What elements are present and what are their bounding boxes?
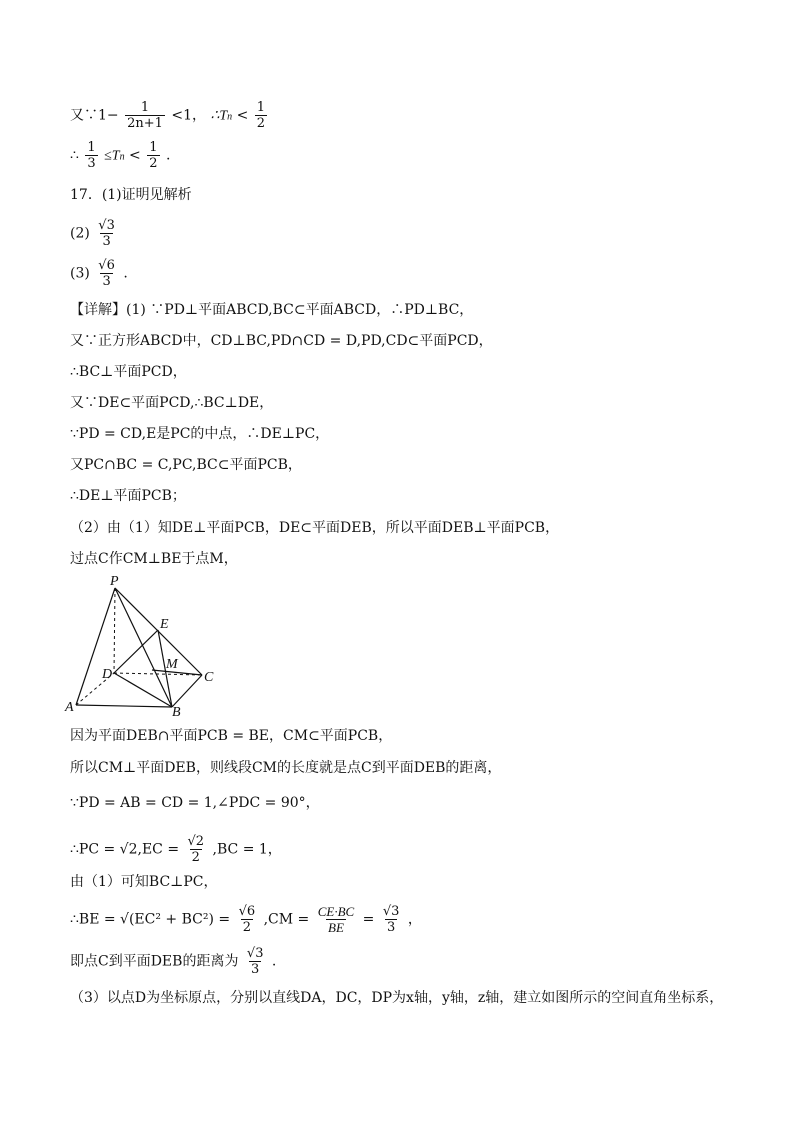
fraction — [316, 904, 356, 935]
fraction — [125, 100, 165, 131]
numerator: √6 — [238, 904, 256, 919]
fraction — [381, 904, 402, 935]
detail-line-17: （3）以点D为坐标原点，分别以直线DA，DC，DP为x轴，y轴，z轴，建立如图所示的空间直角坐标系， — [70, 990, 724, 1006]
fraction — [237, 904, 258, 935]
text-segment: = — [362, 911, 375, 928]
text-segment: < — [129, 147, 141, 164]
detail-line-3: ∴BC⊥平面PCD， — [70, 364, 187, 380]
edge-ab — [76, 705, 172, 707]
label-a: A — [65, 700, 74, 715]
edge-pd-hidden — [114, 588, 115, 673]
denominator: 3 — [102, 234, 111, 249]
label-m: M — [166, 657, 178, 672]
label-d: D — [102, 667, 113, 682]
edge-pa — [76, 588, 115, 705]
denominator: 2 — [191, 850, 200, 865]
detail-line-15 — [70, 904, 422, 935]
text-segment: <1 — [171, 107, 192, 124]
fraction — [186, 834, 207, 865]
text-segment: ,BC = 1， — [212, 841, 282, 858]
numerator: √6 — [98, 258, 115, 273]
text-segment: ∴BE = √(EC² + BC²) = — [70, 911, 231, 928]
text-segment: . — [123, 265, 128, 282]
edge-pb — [115, 588, 172, 707]
text-segment: . — [271, 953, 277, 970]
numerator: √3 — [382, 904, 400, 919]
detail-line-4: 又∵DE⊂平面PCD,∴BC⊥DE， — [70, 395, 274, 411]
label-p: P — [110, 574, 119, 589]
inequality-line-1 — [70, 100, 269, 131]
answer-3 — [70, 258, 128, 289]
denominator: 3 — [387, 920, 396, 935]
fraction — [96, 218, 117, 249]
edge-bc — [172, 675, 202, 707]
numerator: √2 — [187, 834, 205, 849]
text-segment: 1− — [98, 107, 119, 124]
text-segment: 即点C到平面DEB的距离为 — [70, 953, 239, 970]
detail-line-14: 由（1）可知BC⊥PC， — [70, 874, 218, 890]
text-segment: ∴T — [210, 108, 228, 124]
edge-de — [114, 630, 158, 673]
text-segment: ≤T — [104, 148, 120, 164]
text-segment: ， — [407, 911, 422, 928]
detail-line-10: 因为平面DEB∩平面PCB = BE，CM⊂平面PCB， — [70, 728, 393, 744]
denominator: 2 — [256, 116, 266, 131]
inequality-line-2 — [70, 140, 170, 171]
detail-line-6: 又PC∩BC = C,PC,BC⊂平面PCB， — [70, 457, 302, 473]
subscript: n — [227, 111, 233, 123]
answer-prefix: (3) — [70, 265, 90, 282]
detail-line-9: 过点C作CM⊥BE于点M， — [70, 551, 238, 567]
numerator: CE·BC — [317, 904, 355, 919]
detail-line-2: 又∵正方形ABCD中，CD⊥BC,PD∩CD = D,PD,CD⊂平面PCD， — [70, 333, 493, 349]
detail-line-7: ∴DE⊥平面PCB； — [70, 488, 186, 504]
answer-prefix: (2) — [70, 225, 90, 242]
question-17-header: 17．(1)证明见解析 — [70, 187, 192, 203]
denominator: 2n+1 — [127, 116, 163, 131]
answer-2 — [70, 218, 119, 249]
fraction — [255, 100, 267, 131]
denominator: 3 — [251, 962, 260, 977]
pyramid-figure — [62, 572, 227, 717]
text-segment: ， — [192, 107, 206, 124]
detail-line-13 — [70, 834, 282, 865]
denominator: BE — [328, 920, 344, 935]
detail-line-11: 所以CM⊥平面DEB，则线段CM的长度就是点C到平面DEB的距离， — [70, 760, 502, 776]
numerator: 1 — [140, 100, 150, 115]
label-e: E — [160, 617, 169, 632]
detail-line-5: ∵PD = CD,E是PC的中点，∴DE⊥PC， — [70, 426, 330, 442]
numerator: 1 — [149, 140, 158, 155]
denominator: 3 — [87, 156, 96, 171]
fraction — [245, 946, 266, 977]
text-segment: . — [165, 147, 171, 164]
text-segment: ,CM = — [263, 911, 310, 928]
detail-line-8: （2）由（1）知DE⊥平面PCB，DE⊂平面DEB，所以平面DEB⊥平面PCB， — [70, 520, 560, 536]
label-c: C — [204, 670, 214, 685]
label-b: B — [172, 705, 181, 717]
text-segment: 又∵ — [70, 107, 98, 124]
detail-line-12: ∵PD = AB = CD = 1,∠PDC = 90°， — [70, 795, 320, 811]
numerator: 1 — [256, 100, 266, 115]
text-segment: ∴PC = √2,EC = — [70, 841, 180, 858]
subscript: n — [119, 151, 125, 163]
numerator: √3 — [98, 218, 115, 233]
fraction — [147, 140, 159, 171]
fraction — [85, 140, 97, 171]
detail-line-16 — [70, 946, 276, 977]
fraction — [96, 258, 117, 289]
denominator: 2 — [149, 156, 158, 171]
numerator: 1 — [87, 140, 96, 155]
detail-line-1: 【详解】(1) ∵PD⊥平面ABCD,BC⊂平面ABCD，∴PD⊥BC， — [70, 302, 474, 318]
text-segment: ∴ — [70, 147, 79, 164]
numerator: √3 — [246, 946, 264, 961]
denominator: 3 — [102, 274, 111, 289]
text-segment: < — [236, 107, 249, 124]
denominator: 2 — [242, 920, 251, 935]
